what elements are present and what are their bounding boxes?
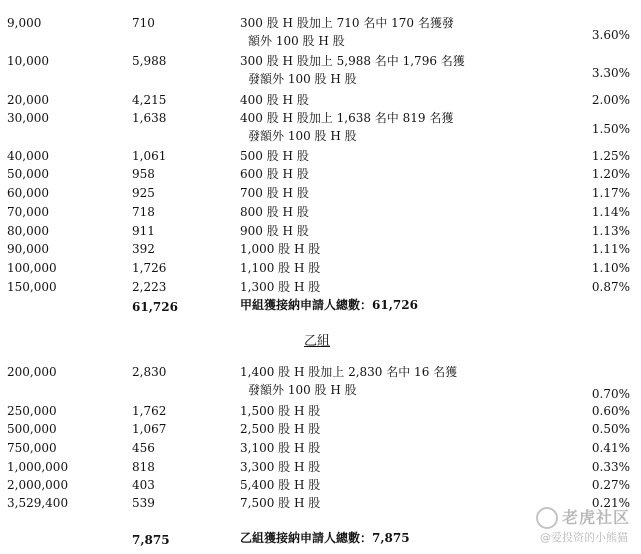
allotment-basis-cont: 發額外 100 股 H 股: [248, 383, 357, 397]
allotment-percentage: 0.21%: [591, 496, 630, 510]
allotment-basis: 1,400 股 H 股加上 2,830 名中 16 名獲: [240, 365, 458, 379]
allotment-percentage: 1.50%: [591, 122, 630, 136]
allotment-basis: 600 股 H 股: [240, 167, 309, 181]
shares-applied: 200,000: [7, 365, 57, 379]
valid-applications: 1,638: [132, 111, 167, 125]
allotment-basis: 700 股 H 股: [240, 186, 309, 200]
valid-applications: 911: [132, 224, 155, 238]
group-b-total-applicants: 7,875: [132, 533, 170, 547]
valid-applications: 456: [132, 441, 155, 455]
shares-applied: 100,000: [7, 261, 57, 275]
shares-applied: 9,000: [7, 16, 42, 30]
group-b-total-label: 乙組獲接納申請人總數：7,875: [240, 531, 410, 545]
allotment-basis: 1,000 股 H 股: [240, 242, 321, 256]
allotment-percentage: 1.25%: [591, 149, 630, 163]
allotment-percentage: 1.13%: [591, 224, 630, 238]
allotment-basis-cont: 發額外 100 股 H 股: [248, 129, 357, 143]
valid-applications: 1,762: [132, 404, 167, 418]
valid-applications: 1,726: [132, 261, 167, 275]
allotment-percentage: 1.10%: [591, 261, 630, 275]
allotment-percentage: 1.14%: [591, 205, 630, 219]
shares-applied: 90,000: [7, 242, 49, 256]
valid-applications: 5,988: [132, 54, 167, 68]
allotment-basis: 2,500 股 H 股: [240, 422, 321, 436]
allotment-percentage: 1.17%: [591, 186, 630, 200]
allotment-percentage: 3.30%: [591, 66, 630, 80]
tiger-logo-icon: [536, 507, 558, 529]
allotment-percentage: 0.33%: [591, 460, 630, 474]
allotment-basis: 900 股 H 股: [240, 224, 309, 238]
shares-applied: 1,000,000: [7, 460, 69, 474]
watermark-brand: 老虎社区: [562, 508, 631, 527]
allotment-percentage: 3.60%: [591, 28, 630, 42]
allotment-basis-cont: 發額外 100 股 H 股: [248, 72, 357, 86]
allotment-basis-cont: 額外 100 股 H 股: [248, 34, 345, 48]
valid-applications: 4,215: [132, 93, 167, 107]
shares-applied: 40,000: [7, 149, 49, 163]
valid-applications: 818: [132, 460, 155, 474]
allotment-basis: 3,100 股 H 股: [240, 441, 321, 455]
shares-applied: 30,000: [7, 111, 49, 125]
allotment-basis: 1,100 股 H 股: [240, 261, 321, 275]
valid-applications: 2,223: [132, 280, 167, 294]
shares-applied: 750,000: [7, 441, 57, 455]
group-a-total-applicants: 61,726: [132, 300, 178, 314]
shares-applied: 10,000: [7, 54, 49, 68]
allotment-percentage: 0.27%: [591, 478, 630, 492]
shares-applied: 60,000: [7, 186, 49, 200]
group-b-heading: 乙組: [304, 334, 331, 349]
shares-applied: 80,000: [7, 224, 49, 238]
valid-applications: 1,067: [132, 422, 167, 436]
allotment-percentage: 0.70%: [591, 387, 630, 401]
allotment-percentage: 0.60%: [591, 404, 630, 418]
valid-applications: 1,061: [132, 149, 167, 163]
shares-applied: 2,000,000: [7, 478, 69, 492]
valid-applications: 392: [132, 242, 155, 256]
valid-applications: 925: [132, 186, 155, 200]
valid-applications: 539: [132, 496, 155, 510]
allotment-basis: 400 股 H 股加上 1,638 名中 819 名獲: [240, 111, 454, 125]
allotment-basis: 3,300 股 H 股: [240, 460, 321, 474]
valid-applications: 710: [132, 16, 155, 30]
allotment-percentage: 0.50%: [591, 422, 630, 436]
watermark: [528, 505, 634, 545]
valid-applications: 2,830: [132, 365, 167, 379]
allotment-basis: 800 股 H 股: [240, 205, 309, 219]
shares-applied: 250,000: [7, 404, 57, 418]
allotment-percentage: 2.00%: [591, 93, 630, 107]
group-a-total-label: 甲組獲接納申請人總數：61,726: [240, 298, 418, 312]
allotment-basis: 500 股 H 股: [240, 149, 309, 163]
allotment-basis: 1,500 股 H 股: [240, 404, 321, 418]
allotment-basis: 300 股 H 股加上 5,988 名中 1,796 名獲: [240, 54, 465, 68]
allotment-basis: 300 股 H 股加上 710 名中 170 名獲發: [240, 16, 454, 30]
allotment-percentage: 0.87%: [591, 280, 630, 294]
allotment-percentage: 1.11%: [591, 242, 630, 256]
allotment-basis: 1,300 股 H 股: [240, 280, 321, 294]
allotment-basis: 7,500 股 H 股: [240, 496, 321, 510]
allotment-basis: 5,400 股 H 股: [240, 478, 321, 492]
shares-applied: 50,000: [7, 167, 49, 181]
allotment-percentage: 1.20%: [591, 167, 630, 181]
shares-applied: 20,000: [7, 93, 49, 107]
allotment-basis: 400 股 H 股: [240, 93, 309, 107]
watermark-author: @爱投资的小熊猫: [540, 531, 628, 544]
shares-applied: 500,000: [7, 422, 57, 436]
shares-applied: 3,529,400: [7, 496, 69, 510]
shares-applied: 70,000: [7, 205, 49, 219]
shares-applied: 150,000: [7, 280, 57, 294]
allotment-percentage: 0.41%: [591, 441, 630, 455]
valid-applications: 718: [132, 205, 155, 219]
valid-applications: 958: [132, 167, 155, 181]
valid-applications: 403: [132, 478, 155, 492]
